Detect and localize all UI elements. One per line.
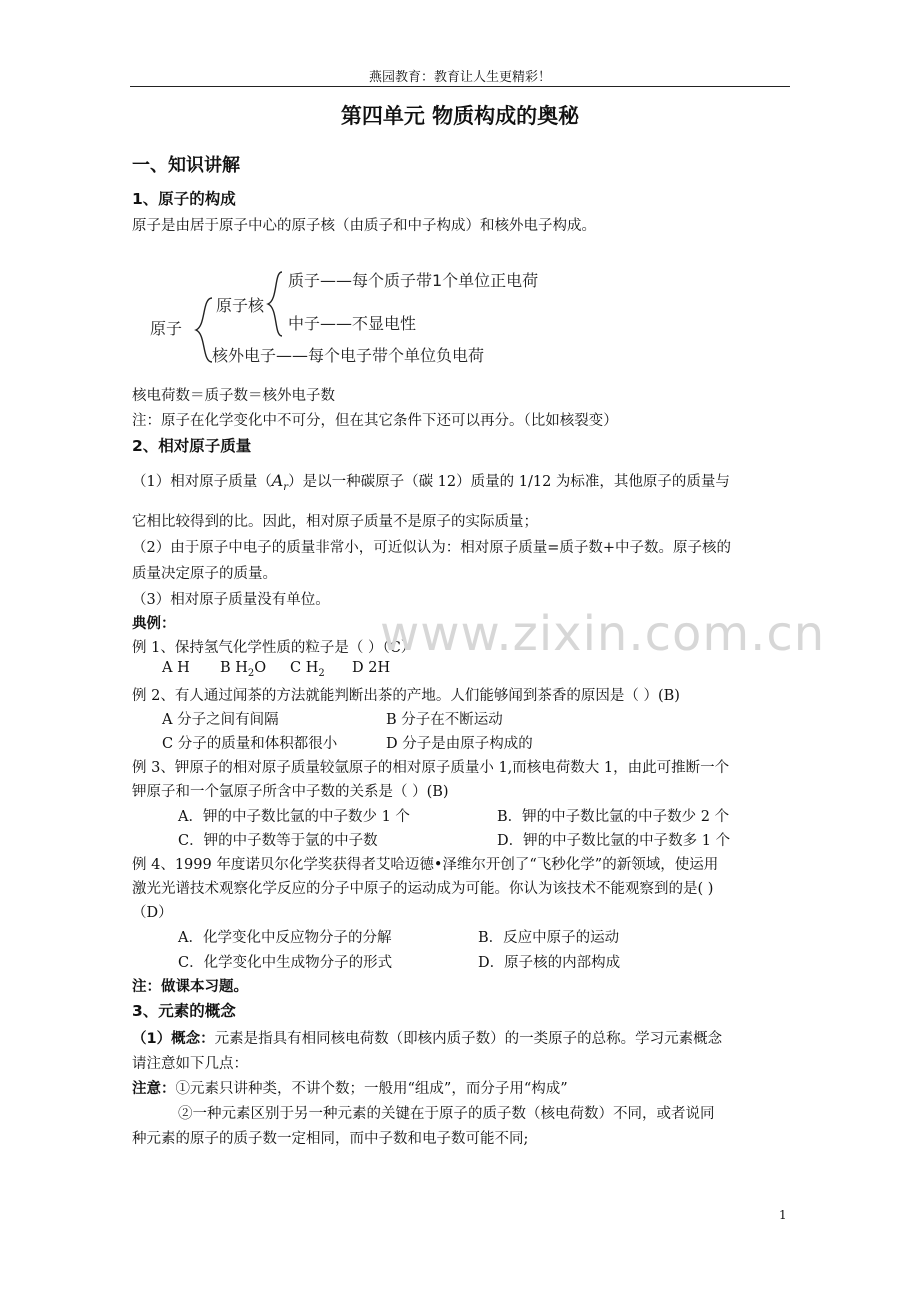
example-2-question: 例 2、有人通过闻茶的方法就能判断出茶的产地。人们能够闻到茶香的原因是（ ）(B)	[132, 688, 680, 704]
subheading-relative-atomic-mass: 2、相对原子质量	[132, 437, 252, 455]
element-line-2: 请注意如下几点：	[132, 1056, 248, 1072]
example-1-question: 例 1、保持氢气化学性质的粒子是（ ）（C）	[132, 640, 416, 656]
page-header: 燕园教育：教育让人生更精彩！	[368, 70, 551, 85]
diagram-atom-label: 原子	[150, 319, 183, 338]
element-note-1: 注意：①元素只讲种类，不讲个数；一般用“组成”，而分子用“构成”	[132, 1081, 568, 1097]
diagram-neutron-line: 中子——不显电性	[288, 314, 417, 333]
example-4-option-c: C．化学变化中生成物分子的形式	[178, 955, 393, 971]
ram-line-2: 它相比较得到的比。因此，相对原子质量不是原子的实际质量；	[132, 514, 538, 530]
example-3-option-c: C．钾的中子数等于氩的中子数	[178, 833, 378, 849]
element-note-3: 种元素的原子的质子数一定相同，而中子数和电子数可能不同;	[132, 1131, 529, 1147]
section-heading-1: 一、知识讲解	[132, 155, 240, 176]
diagram-proton-line: 质子——每个质子带1个单位正电荷	[288, 271, 539, 290]
example-3-option-b: B．钾的中子数比氩的中子数少 2 个	[497, 809, 730, 825]
example-3-option-a: A．钾的中子数比氩的中子数少 1 个	[178, 809, 410, 825]
ram-line-1	[132, 470, 730, 493]
ram-line-1a: （1）相对原子质量（	[132, 474, 272, 490]
element-note-2: ②一种元素区别于另一种元素的关键在于原子的质子数（核电荷数）不同，或者说同	[178, 1106, 715, 1122]
example-1-option-d: D 2H	[352, 660, 391, 676]
example-3-question-line-1: 例 3、钾原子的相对原子质量较氩原子的相对原子质量小 1,而核电荷数大 1，由此可推断一个	[132, 760, 730, 776]
note-atom-divisible: 注：原子在化学变化中不可分，但在其它条件下还可以再分。（比如核裂变）	[132, 413, 618, 429]
header-divider	[130, 86, 790, 87]
charge-equation: 核电荷数＝质子数＝核外电子数	[132, 388, 335, 404]
inner-brace	[268, 272, 282, 336]
example-1-option-c: C $H_2$	[290, 660, 325, 679]
ram-line-3: （2）由于原子中电子的质量非常小，可近似认为：相对原子质量=质子数+中子数。原子核的	[132, 540, 732, 556]
example-3-option-d: D．钾的中子数比氩的中子数多 1 个	[497, 833, 731, 849]
example-4-option-a: A．化学变化中反应物分子的分解	[178, 930, 392, 946]
atom-structure-diagram	[150, 264, 590, 374]
example-2-option-c: C 分子的质量和体积都很小	[162, 736, 338, 752]
example-3-question-line-2: 钾原子和一个氩原子所含中子数的关系是（ ）(B)	[132, 784, 449, 800]
example-4-option-b: B．反应中原子的运动	[478, 930, 620, 946]
example-4-question-line-2: 激光光谱技术观察化学反应的分子中原子的运动成为可能。你认为该技术不能观察到的是( )	[132, 881, 714, 897]
paragraph-atom: 原子是由居于原子中心的原子核（由质子和中子构成）和核外电子构成。	[132, 218, 596, 234]
ram-line-5: （3）相对原子质量没有单位。	[132, 592, 330, 608]
outer-brace	[196, 298, 212, 362]
example-1-option-a: A H	[162, 660, 190, 676]
subheading-atom-structure: 1、原子的构成	[132, 190, 236, 208]
example-2-option-a: A 分子之间有间隔	[162, 712, 279, 728]
document-title: 第四单元 物质构成的奥秘	[340, 104, 580, 128]
ram-line-4: 质量决定原子的质量。	[132, 566, 277, 582]
homework-note: 注：做课本习题。	[132, 979, 248, 995]
diagram-nucleus-label: 原子核	[216, 296, 265, 315]
examples-heading: 典例：	[132, 616, 176, 632]
element-line-1: （1）概念：元素是指具有相同核电荷数（即核内质子数）的一类原子的总称。学习元素概念	[132, 1031, 723, 1047]
ram-line-1b: ）是以一种碳原子（碳 12）质量的 1/12 为标准，其他原子的质量与	[288, 474, 730, 490]
page-number: 1	[779, 1208, 787, 1222]
subheading-element-concept: 3、元素的概念	[132, 1002, 236, 1020]
ar-symbol: $A_r$	[271, 471, 289, 494]
watermark: www.zixin.com.cn	[380, 606, 826, 662]
example-4-question-line-1: 例 4、1999 年度诺贝尔化学奖获得者艾哈迈德•泽维尔开创了“飞秒化学”的新领域，使运用	[132, 857, 719, 873]
example-2-option-b: B 分子在不断运动	[386, 712, 503, 728]
example-1-option-b: B $H_2O$	[220, 660, 267, 679]
diagram-electron-line: 核外电子——每个电子带个单位负电荷	[212, 346, 485, 365]
example-2-option-d: D 分子是由原子构成的	[386, 736, 533, 752]
example-4-option-d: D．原子核的内部构成	[478, 955, 621, 971]
example-4-answer: （D）	[132, 905, 173, 921]
